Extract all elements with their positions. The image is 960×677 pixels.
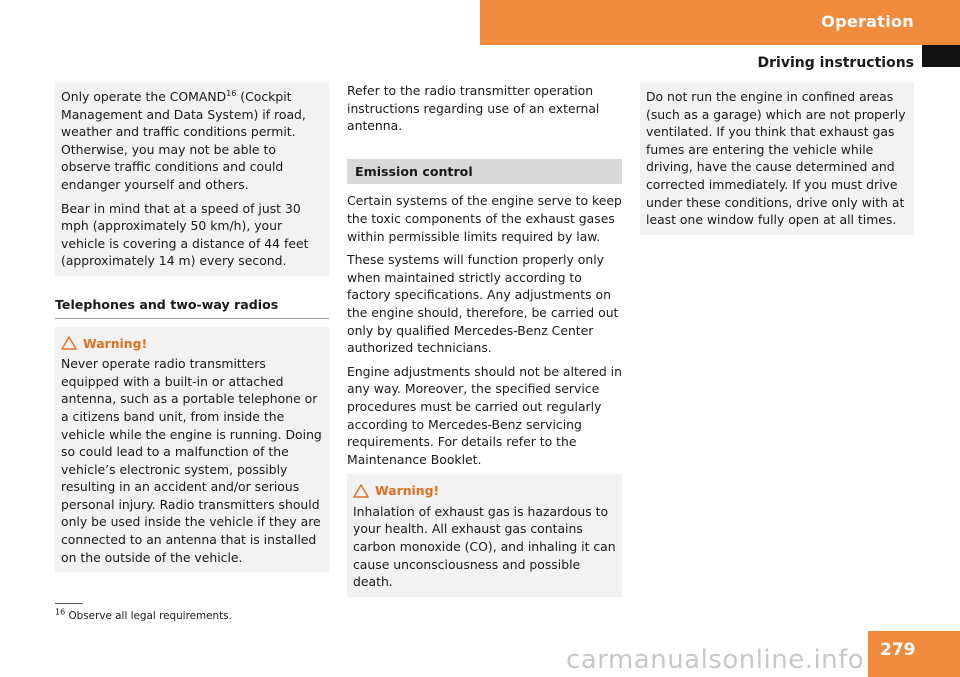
warning-box-radios (55, 327, 329, 573)
note-box-comand (55, 82, 329, 276)
note-paragraph-1: Only operate the COMAND$^{16}$ (Cockpit Management and Data System) if road, weather and traffic conditions permit. Otherwise, you may not be able to observe traffic conditions and could endanger yourself and others. (61, 88, 306, 192)
warning-header (61, 335, 323, 353)
chapter-title: Operation (821, 12, 914, 31)
warning-box-exhaust (347, 474, 622, 597)
warning-text: Never operate radio transmitters equipped with a built-in or attached antenna, such as a portable telephone or a citizens band unit, from inside the vehicle while the engine is running. Doing so could lead to a malfunction of the vehicle’s electronic system, possibly resulting in an accident and/or serious personal injury. Radio transmitters should only be used inside the vehicle if they are connected to an antenna that is installed on the outside of the vehicle. (61, 356, 322, 565)
intro-paragraph: Refer to the radio transmitter operation instructions regarding use of an external antenna. (347, 83, 600, 134)
emission-paragraph-1: Certain systems of the engine serve to keep the toxic components of the exhaust gases within permissible limits required by law. (347, 193, 622, 244)
section-heading-telephones: Telephones and two-way radios (55, 296, 329, 319)
thumb-tab (922, 45, 960, 67)
page-number: 279 (880, 640, 916, 660)
note-text: Do not run the engine in confined areas (such as a garage) which are not properly ventilated. If you think that exhaust gas fumes are entering the vehicle while driving, have the cause determined and corrected immediately. If you must drive under these conditions, drive only with at least one window fully open at all times. (646, 89, 906, 228)
section-subtitle: Driving instructions (757, 55, 914, 71)
column-2 (347, 82, 622, 597)
emission-paragraph-3: Engine adjustments should not be altered in any way. Moreover, the specified service procedures must be carried out regularly according to Mercedes-Benz servicing requirements. For details refer to the Maintenance Booklet. (347, 363, 622, 467)
warning-header (353, 482, 616, 500)
warning-label: Warning! (375, 483, 440, 499)
footnote-divider (55, 603, 83, 604)
note-box-confined-areas (640, 82, 914, 235)
emission-paragraph-2: These systems will function properly only when maintained strictly according to factory specifications. Any adjustments on the engine should, therefore, be carried out only by qualified Mercedes-Benz Center authorized technicians. (347, 252, 619, 356)
section-heading-emission: Emission control (347, 159, 622, 185)
warning-label: Warning! (83, 335, 148, 351)
footnote-ref: 16 (226, 88, 237, 98)
warning-text: Inhalation of exhaust gas is hazardous to your health. All exhaust gas contains carbon monoxide (CO), and inhaling it can cause unconsciousness and possible death. (353, 503, 616, 590)
column-1 (55, 82, 329, 572)
column-3 (640, 82, 914, 235)
watermark: carmanualsonline.info (566, 645, 865, 675)
footnote: $^{16}$ Observe all legal requirements. (55, 607, 232, 622)
warning-triangle-icon (353, 484, 369, 498)
note-paragraph-2: Bear in mind that at a speed of just 30 mph (approximately 50 km/h), your vehicle is covering a distance of 44 feet (approximately 14 m) every second. (61, 200, 309, 269)
warning-triangle-icon (61, 336, 77, 350)
